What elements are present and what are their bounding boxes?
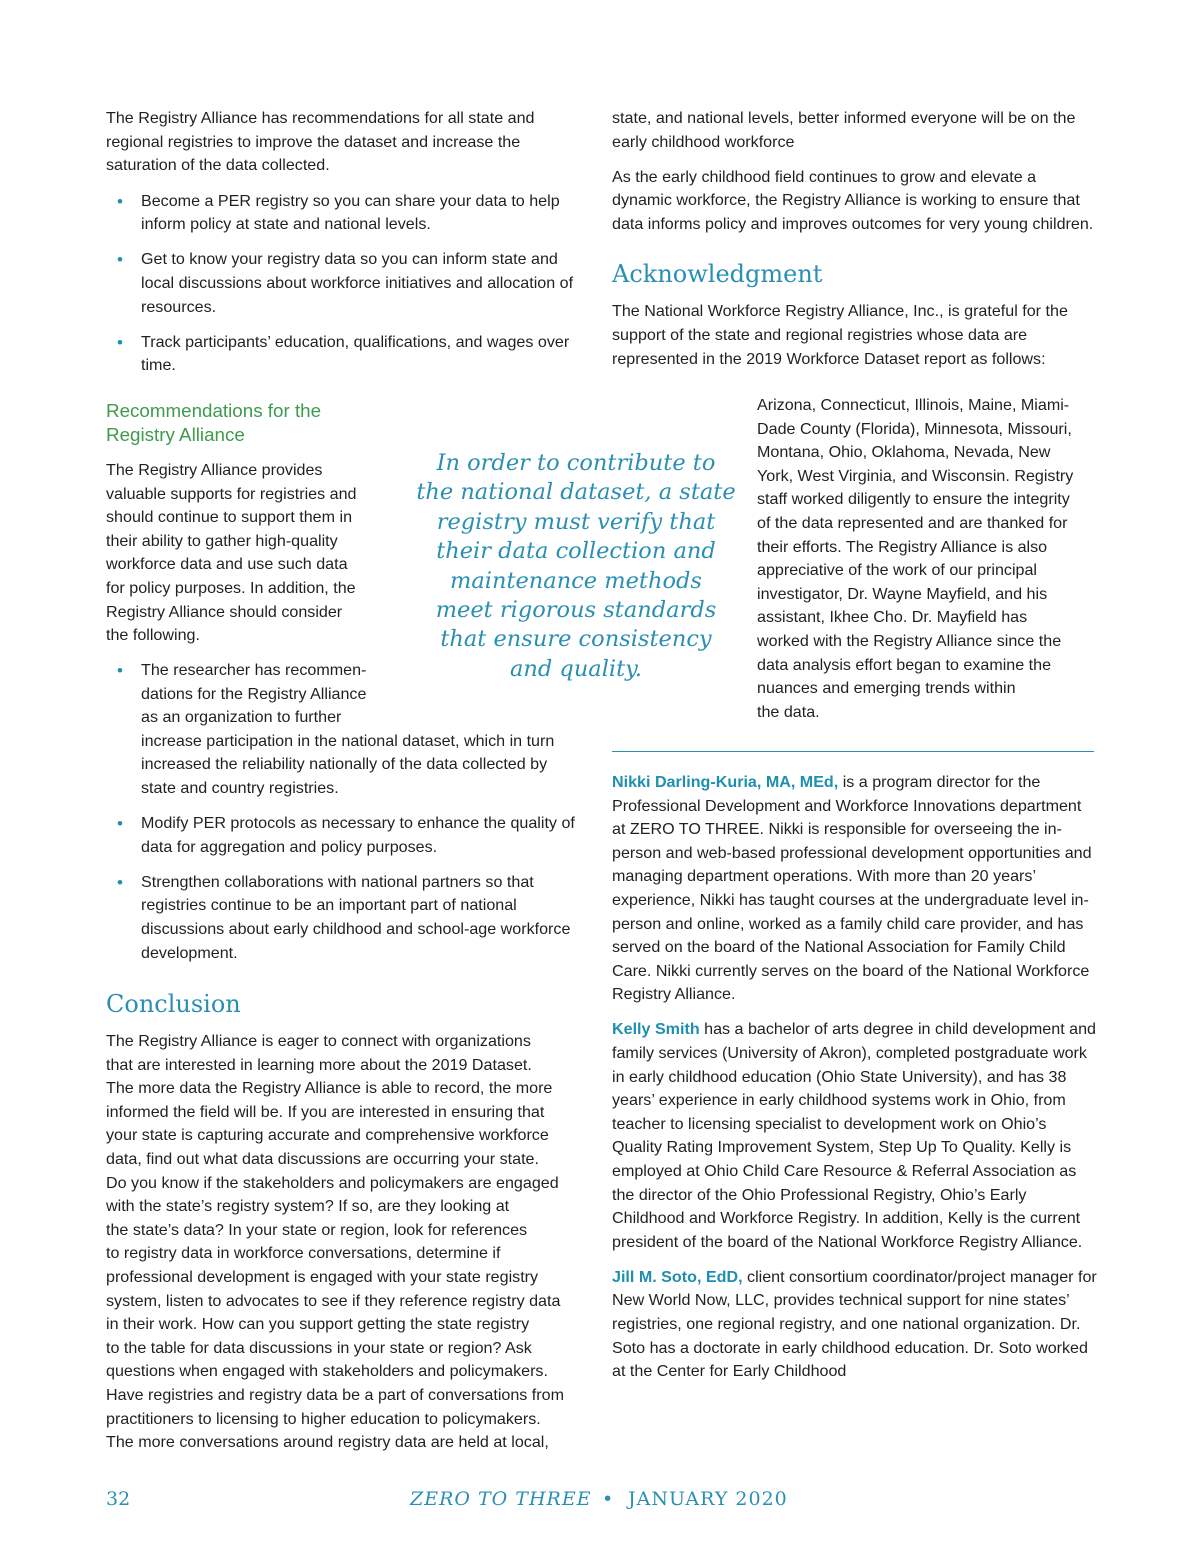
text-line: informed the field will be. If you are interested in ensuring that (106, 1102, 545, 1121)
acknowledgment-states (757, 394, 1097, 724)
heading-line: Registry Alliance (106, 423, 245, 445)
bullet-list-2 (106, 659, 591, 965)
bio-text: has a bachelor of arts degree in child development and family services (University of Akron), completed postgraduate work in early childhood education (Ohio State University), and has 38 years’ experience in early childhood systems work in Ohio, from teacher to licensing specialist to development work on Ohio’s Quality Rating Improvement System, Step Up To Quality. Kelly is employed at Ohio Child Care Resource & Referral Association as the director of the Ohio Professional Registry, Ohio’s Early Childhood and Workforce Registry. In addition, Kelly is the current president of the board of the National Workforce Registry Alliance. (612, 1020, 1096, 1251)
quote-line: maintenance methods (450, 567, 702, 594)
text-line: investigator, Dr. Wayne Mayfield, and his (757, 584, 1048, 603)
bio-paragraph (612, 1266, 1098, 1384)
issue-date: JANUARY 2020 (628, 1488, 788, 1510)
text-line: with the state’s registry system? If so, are they looking at (106, 1197, 510, 1216)
text-line: The Registry Alliance is eager to connect with organizations (106, 1032, 531, 1050)
section-divider (612, 751, 1094, 752)
text-line: data, find out what data discussions are occurring your state. (106, 1149, 539, 1168)
author-name: Nikki Darling-Kuria, MA, MEd, (612, 773, 839, 791)
text-line: nuances and emerging trends within (757, 679, 1016, 698)
bio-text: client consortium coordinator/project manager for New World Now, LLC, provides technical support for nine states’ registries, one regional registry, and one national organization. Dr. Soto has a doctorate in early childhood education. Dr. Soto worked at the Center for Early Childhood (612, 1267, 1097, 1381)
text-line: your state is capturing accurate and comprehensive workforce (106, 1126, 549, 1145)
text-line: valuable supports for registries and (106, 484, 357, 503)
text-line: Do you know if the stakeholders and policymakers are engaged (106, 1173, 559, 1192)
list-item: • Modify PER protocols as necessary to enhance the quality of data for aggregation and policy purposes. (106, 812, 591, 859)
text-line: Montana, Ohio, Oklahoma, Nevada, New (757, 443, 1051, 462)
text-line: The researcher has recommen- (141, 661, 367, 679)
text-line: dations for the Registry Alliance (141, 684, 367, 703)
recommendations-paragraph (106, 459, 406, 648)
list-item: • Track participants’ education, qualifications, and wages over time. (106, 331, 591, 378)
bio-paragraph (612, 1018, 1098, 1254)
list-item: • Strengthen collaborations with national partners so that registries continue to be an important part of national discussions about early childhood and school-age workforce development. (106, 871, 591, 965)
text-line: of the data represented and are thanked for (757, 513, 1068, 532)
footer-separator: • (602, 1488, 614, 1510)
quote-line: In order to contribute to (436, 450, 716, 476)
text-line: York, West Virginia, and Wisconsin. Registry (757, 466, 1074, 485)
text-line: professional development is engaged with your state registry (106, 1267, 539, 1286)
bio-text: is a program director for the Professional Development and Workforce Innovations department at ZERO TO THREE. Nikki is responsible for overseeing the in-person and web-based professional development opportunities and managing department operations. With more than 20 years’ experience, Nikki has taught courses at the undergraduate level in-person and online, worked as a family child care provider, and has served on the board of the National Association for Family Child Care. Nikki currently serves on the board of the National Workforce Registry Alliance. (612, 773, 1092, 1004)
quote-line: their data collection and (436, 538, 716, 565)
list-item: • Become a PER registry so you can share your data to help inform policy at state and national levels. (106, 190, 591, 237)
text-line: the data. (757, 702, 820, 721)
text-line: the following. (106, 626, 200, 645)
text-line: The Registry Alliance provides (106, 461, 323, 479)
list-item: • Get to know your registry data so you can inform state and local discussions about workforce initiatives and allocation of resources. (106, 248, 591, 319)
text-line: system, listen to advocates to see if they reference registry data (106, 1291, 561, 1310)
intro-paragraph: The Registry Alliance has recommendations for all state and regional registries to improve the dataset and increase the saturation of the data collected. (106, 109, 535, 175)
left-column (106, 107, 591, 378)
conclusion-heading: Conclusion (106, 990, 241, 1018)
text-line: data analysis effort began to examine the (757, 655, 1052, 674)
author-name: Jill M. Soto, EdD, (612, 1267, 743, 1286)
page-number: 32 (106, 1488, 131, 1510)
quote-line: and quality. (509, 655, 643, 682)
text-line: that are interested in learning more about the 2019 Dataset. (106, 1055, 532, 1074)
text-line: increased the reliability nationally of the data collected by (141, 755, 548, 774)
left-column-lower (106, 659, 591, 965)
heading-line: Recommendations for the (106, 400, 322, 421)
text-line: to registry data in workforce conversations, determine if (106, 1244, 501, 1263)
text-line: the state’s data? In your state or region, look for references (106, 1220, 528, 1239)
conclusion-section (106, 990, 596, 1455)
publication-name: ZERO TO THREE (410, 1488, 592, 1510)
text-line: Arizona, Connecticut, Illinois, Maine, Miami- (757, 396, 1070, 414)
text-line: worked with the Registry Alliance since the (757, 631, 1062, 650)
text-line: to the table for data discussions in your state or region? Ask (106, 1338, 532, 1357)
text-line: as an organization to further (141, 708, 342, 727)
bio-paragraph (612, 771, 1098, 1007)
text-line: staff worked diligently to ensure the integrity (757, 490, 1070, 509)
text-line: their ability to gather high-quality (106, 531, 338, 550)
right-column (612, 107, 1094, 371)
text-line: The more conversations around registry data are held at local, (106, 1433, 549, 1452)
text-line: questions when engaged with stakeholders and policymakers. (106, 1362, 548, 1381)
text-line: increase participation in the national dataset, which in turn (141, 731, 555, 750)
text-line: The more data the Registry Alliance is able to record, the more (106, 1079, 553, 1098)
text-line: Have registries and registry data be a part of conversations from (106, 1385, 564, 1404)
text-line: workforce data and use such data (106, 555, 348, 574)
recommendations-section (106, 399, 406, 648)
author-bios (612, 771, 1098, 1384)
text-line: assistant, Ikhee Cho. Dr. Mayfield has (757, 608, 1028, 627)
conclusion-paragraph (106, 1030, 596, 1455)
acknowledgment-indent-paragraph (757, 394, 1097, 724)
quote-line: registry must verify that (436, 508, 716, 535)
workforce-paragraph: As the early childhood field continues to grow and elevate a dynamic workforce, the Registry Alliance is working to ensure that data informs policy and improves outcomes for very young children. (612, 167, 1094, 233)
text-line: state and country registries. (141, 778, 339, 797)
text-line: should continue to support them in (106, 508, 353, 527)
text-line: Dade County (Florida), Minnesota, Missouri, (757, 419, 1072, 438)
text-line: for policy purposes. In addition, the (106, 578, 356, 597)
recommendations-heading (106, 399, 406, 446)
quote-line: meet rigorous standards (435, 597, 717, 624)
text-line: their efforts. The Registry Alliance is also (757, 537, 1048, 556)
bullet-list-1 (106, 190, 591, 378)
quote-line: the national dataset, a state (416, 479, 736, 506)
author-name: Kelly Smith (612, 1020, 700, 1039)
text-line: practitioners to licensing to higher education to policymakers. (106, 1409, 541, 1428)
acknowledgment-paragraph: The National Workforce Registry Alliance, Inc., is grateful for the support of the state and regional registries whose data are represented in the 2019 Workforce Dataset report as follows: (612, 302, 1068, 368)
text-line: Registry Alliance should consider (106, 602, 343, 621)
quote-line: that ensure consistency (440, 626, 712, 653)
continuation-paragraph: state, and national levels, better informed everyone will be on the early childhood workforce (612, 109, 1076, 151)
pull-quote (416, 449, 736, 684)
page-footer (0, 1488, 1200, 1518)
text-line: in their work. How can you support getting the state registry (106, 1315, 530, 1334)
text-line: appreciative of the work of our principal (757, 561, 1037, 580)
acknowledgment-heading: Acknowledgment (612, 260, 823, 289)
